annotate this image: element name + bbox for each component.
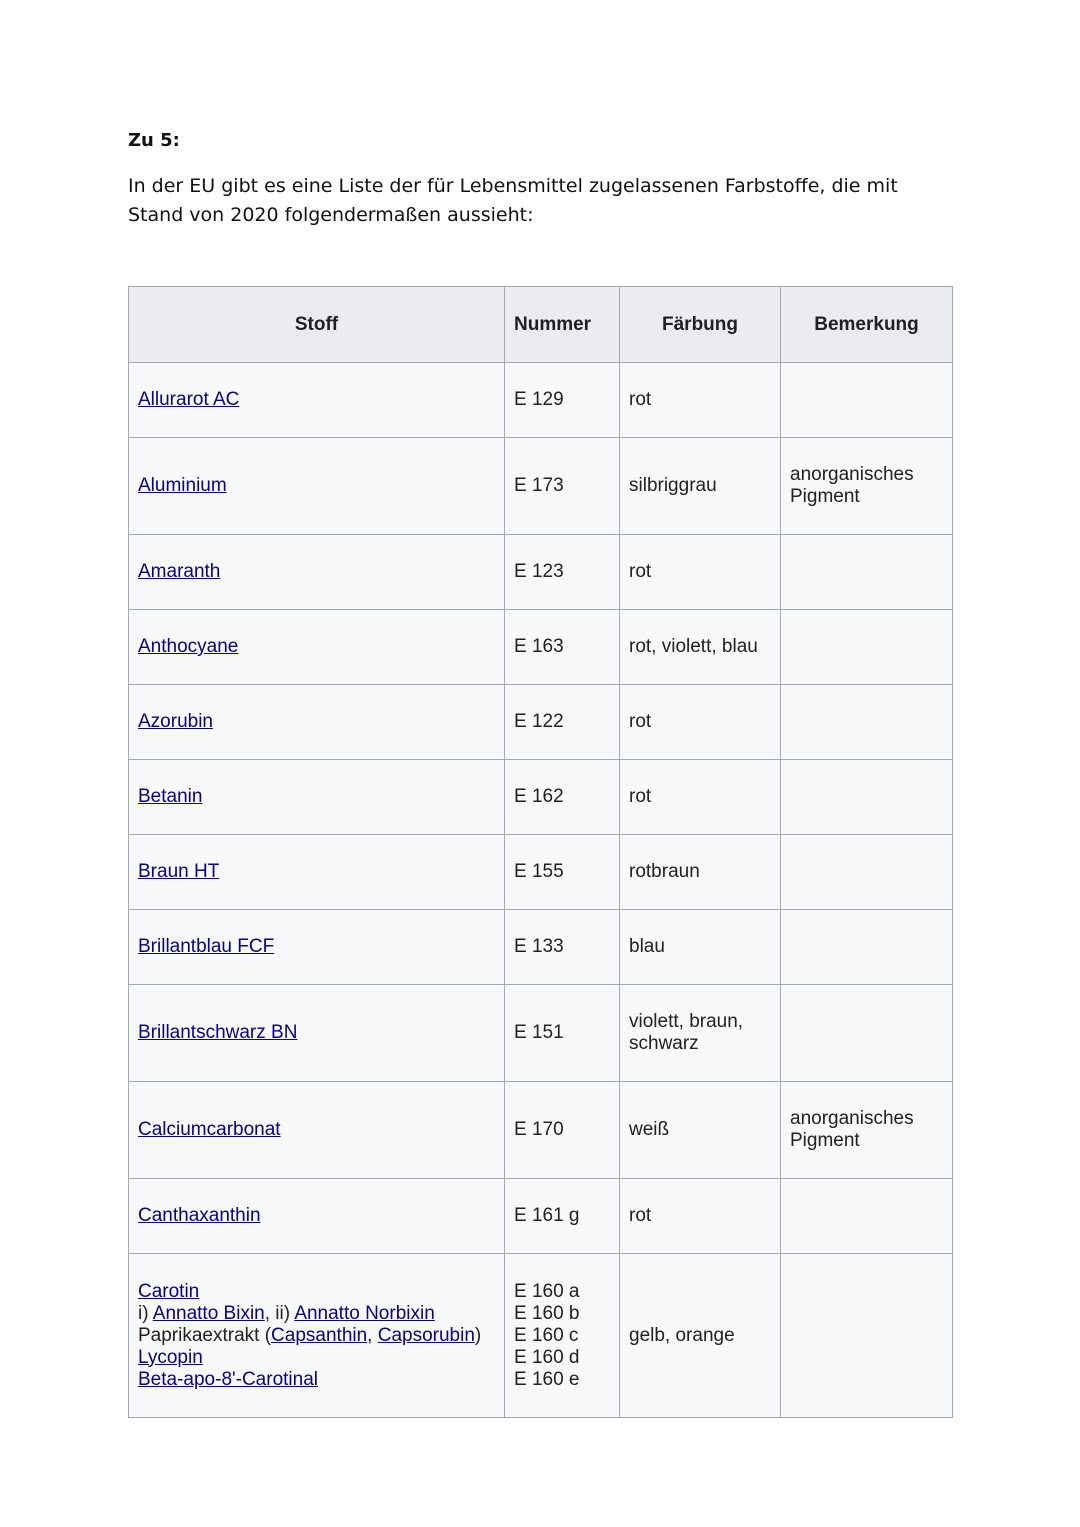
cell-nummer: E 123 [505, 535, 620, 610]
annatto-separator: , ii) [264, 1302, 295, 1324]
table-row [129, 685, 953, 760]
link-annatto-bixin[interactable]: Annatto Bixin [152, 1302, 265, 1324]
cell-faerbung: gelb, orange [620, 1254, 781, 1418]
cell-faerbung: rot [620, 760, 781, 835]
cell-faerbung: blau [620, 910, 781, 985]
link-stoff[interactable]: Amaranth [138, 561, 221, 582]
intro-paragraph: In der EU gibt es eine Liste der für Lebensmittel zugelassenen Farbstoffe, die mit Stand von 2020 folgendermaßen aussieht: [128, 175, 898, 226]
paprika-suffix: ) [474, 1324, 482, 1346]
cell-nummer: E 163 [505, 610, 620, 685]
cell-faerbung: silbriggrau [620, 438, 781, 535]
link-stoff[interactable]: Calciumcarbonat [138, 1119, 281, 1140]
nummer-line: E 160 d [514, 1346, 580, 1368]
header-nummer: Nummer [505, 287, 620, 363]
cell-bemerkung [781, 535, 953, 610]
link-stoff[interactable]: Azorubin [138, 711, 213, 732]
cell-stoff [129, 685, 505, 760]
cell-faerbung: violett, braun, schwarz [620, 985, 781, 1082]
food-dye-table [128, 286, 953, 1418]
paprika-prefix: Paprikaextrakt ( [138, 1324, 272, 1346]
link-stoff[interactable]: Canthaxanthin [138, 1205, 261, 1226]
cell-nummer: E 133 [505, 910, 620, 985]
table-header-row [129, 287, 953, 363]
cell-stoff [129, 985, 505, 1082]
nummer-line: E 160 c [514, 1324, 579, 1346]
cell-faerbung: weiß [620, 1082, 781, 1179]
cell-stoff [129, 438, 505, 535]
cell-bemerkung: anorganisches Pigment [781, 438, 953, 535]
cell-stoff [129, 1179, 505, 1254]
cell-bemerkung [781, 760, 953, 835]
header-faerbung: Färbung [620, 287, 781, 363]
cell-bemerkung [781, 1179, 953, 1254]
cell-stoff [129, 610, 505, 685]
link-stoff[interactable]: Aluminium [138, 475, 227, 496]
cell-faerbung: rotbraun [620, 835, 781, 910]
table-row [129, 610, 953, 685]
link-stoff[interactable]: Allurarot AC [138, 389, 240, 410]
cell-nummer: E 170 [505, 1082, 620, 1179]
table-row [129, 760, 953, 835]
cell-bemerkung: anorganisches Pigment [781, 1082, 953, 1179]
nummer-line: E 160 a [514, 1280, 580, 1302]
link-annatto-norbixin[interactable]: Annatto Norbixin [294, 1302, 435, 1324]
table-row [129, 1179, 953, 1254]
cell-faerbung: rot [620, 1179, 781, 1254]
link-capsanthin[interactable]: Capsanthin [271, 1324, 368, 1346]
cell-nummer: E 162 [505, 760, 620, 835]
table-row [129, 535, 953, 610]
cell-faerbung: rot [620, 685, 781, 760]
link-stoff[interactable]: Braun HT [138, 861, 220, 882]
cell-bemerkung [781, 910, 953, 985]
link-stoff[interactable]: Brillantblau FCF [138, 936, 275, 957]
cell-nummer: E 161 g [505, 1179, 620, 1254]
cell-bemerkung [781, 610, 953, 685]
table-row [129, 438, 953, 535]
link-stoff[interactable]: Betanin [138, 786, 203, 807]
nummer-line: E 160 b [514, 1302, 580, 1324]
cell-bemerkung [781, 363, 953, 438]
cell-stoff [129, 535, 505, 610]
cell-nummer [505, 1254, 620, 1418]
cell-faerbung: rot [620, 535, 781, 610]
cell-stoff [129, 1254, 505, 1418]
cell-bemerkung [781, 1254, 953, 1418]
cell-faerbung: rot [620, 363, 781, 438]
link-beta-apo-carotinal[interactable]: Beta-apo-8'-Carotinal [138, 1368, 318, 1390]
cell-nummer: E 122 [505, 685, 620, 760]
table-row [129, 910, 953, 985]
cell-stoff [129, 835, 505, 910]
cell-stoff [129, 910, 505, 985]
table-row [129, 835, 953, 910]
link-capsorubin[interactable]: Capsorubin [377, 1324, 475, 1346]
annatto-prefix: i) [138, 1302, 153, 1324]
cell-nummer: E 155 [505, 835, 620, 910]
cell-bemerkung [781, 985, 953, 1082]
cell-bemerkung [781, 835, 953, 910]
cell-stoff [129, 1082, 505, 1179]
cell-bemerkung [781, 685, 953, 760]
cell-stoff [129, 760, 505, 835]
link-stoff[interactable]: Anthocyane [138, 636, 239, 657]
cell-nummer: E 151 [505, 985, 620, 1082]
link-lycopin[interactable]: Lycopin [138, 1346, 203, 1368]
section-heading: Zu 5: [128, 130, 180, 151]
table-row [129, 363, 953, 438]
cell-nummer: E 129 [505, 363, 620, 438]
link-stoff[interactable]: Brillantschwarz BN [138, 1022, 298, 1043]
cell-stoff [129, 363, 505, 438]
nummer-line: E 160 e [514, 1368, 580, 1390]
table-row-carotin [129, 1254, 953, 1418]
paprika-comma: , [367, 1324, 378, 1346]
link-carotin[interactable]: Carotin [138, 1280, 200, 1302]
header-stoff: Stoff [129, 287, 505, 363]
header-bemerkung: Bemerkung [781, 287, 953, 363]
cell-faerbung: rot, violett, blau [620, 610, 781, 685]
table-row [129, 985, 953, 1082]
cell-nummer: E 173 [505, 438, 620, 535]
table-row [129, 1082, 953, 1179]
